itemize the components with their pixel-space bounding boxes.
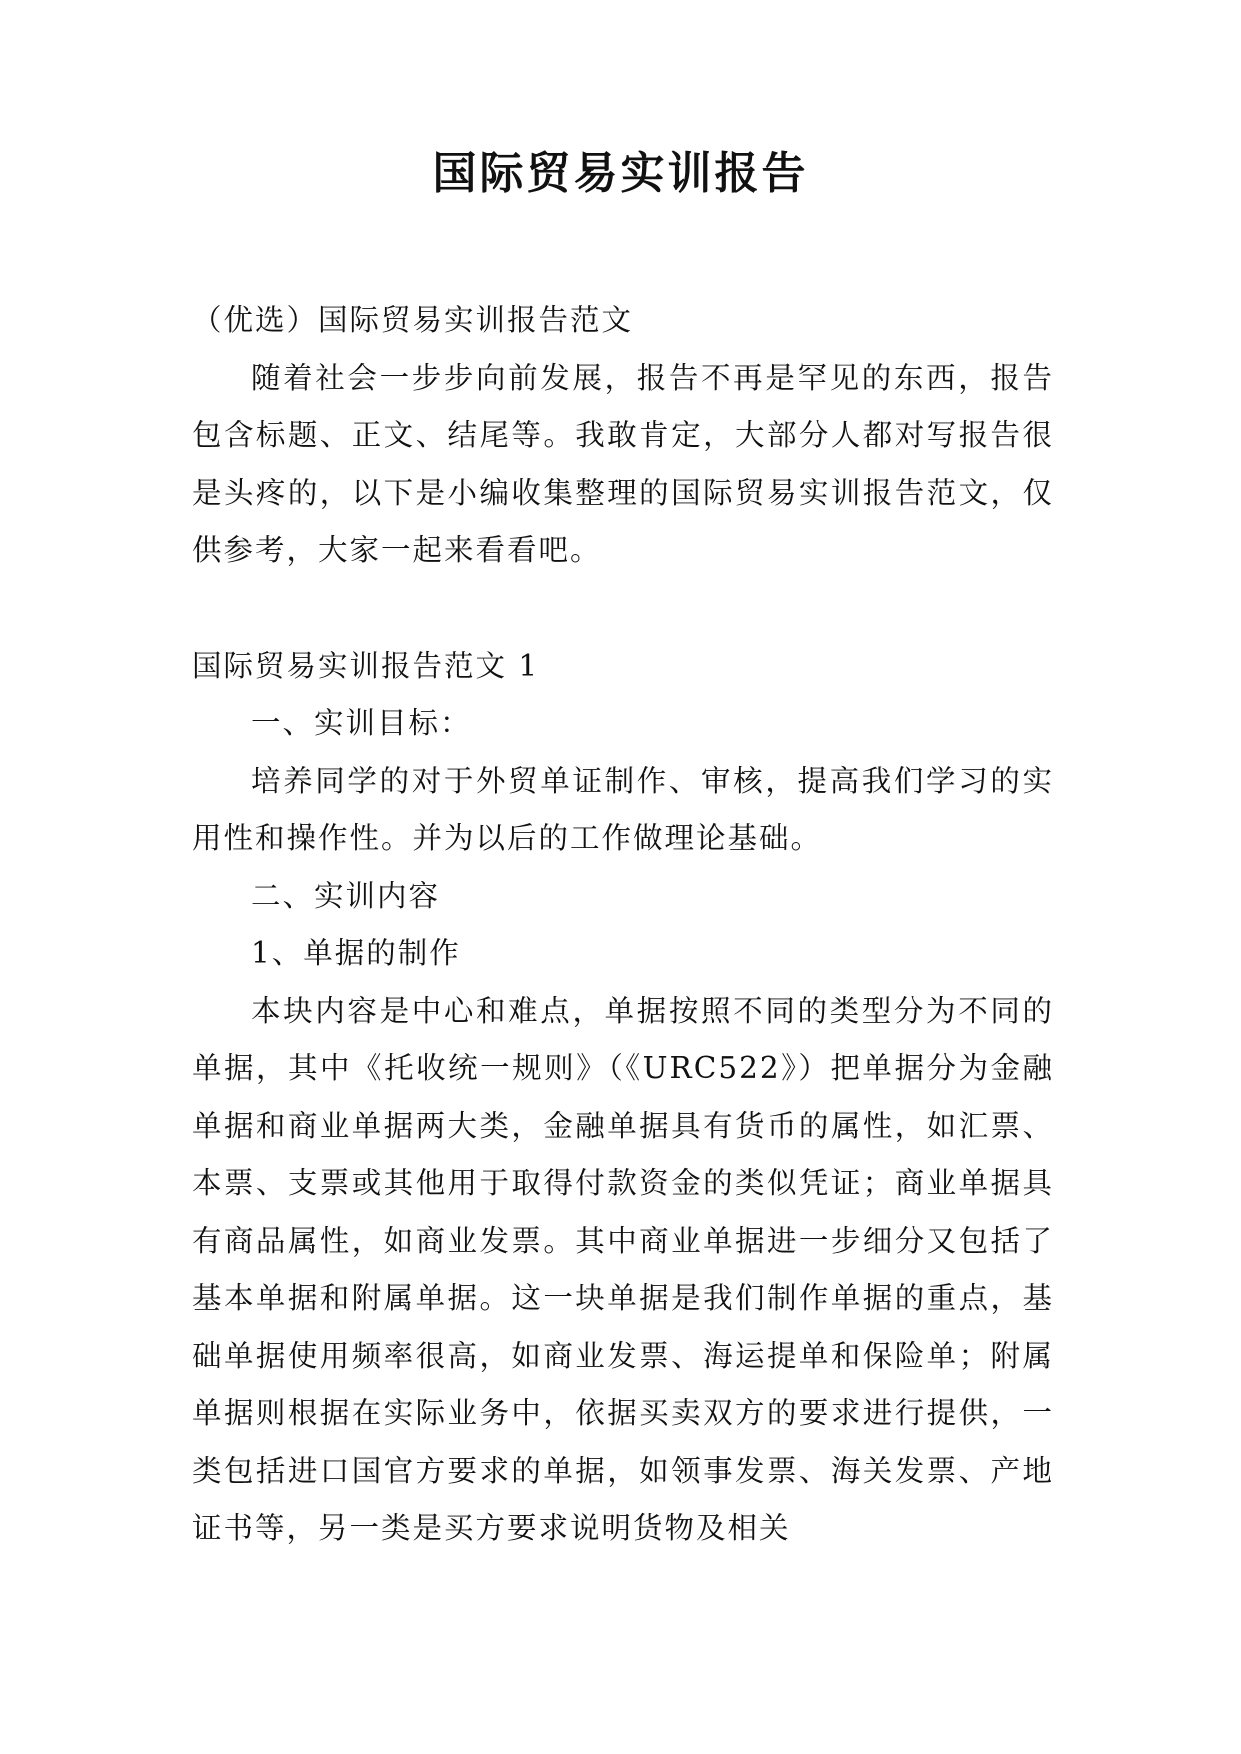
document-making-paragraph: 本块内容是中心和难点，单据按照不同的类型分为不同的单据，其中《托收统一规则》（《URC522》）把单据分为金融单据和商业单据两大类，金融单据具有货币的属性，如汇票、本票、支票或其他用于取得付款资金的类似凭证；商业单据具有商品属性，如商业发票。其中商业单据进一步细分又包括了基本单据和附属单据。这一块单据是我们制作单据的重点，基础单据使用频率很高，如商业发票、海运提单和保险单；附属单据则根据在实际业务中，依据买卖双方的要求进行提供，一类包括进口国官方要求的单据，如领事发票、海关发票、产地证书等，另一类是买方要求说明货物及相关: [192, 993, 1054, 1546]
document-body: [192, 292, 1054, 1558]
heading-goals: 一、实训目标：: [251, 706, 472, 741]
intro-paragraph: 随着社会一步步向前发展，报告不再是罕见的东西，报告包含标题、正文、结尾等。我敢肯定，大部分人都对写报告很是头疼的，以下是小编收集整理的国际贸易实训报告范文，仅供参考，大家一起来看看吧。: [192, 360, 1054, 568]
heading-content: 二、实训内容: [251, 878, 441, 913]
document-title: 国际贸易实训报告: [432, 148, 809, 199]
document-subtitle: （优选）国际贸易实训报告范文: [192, 303, 634, 337]
heading-document-making: 1、单据的制作: [251, 936, 461, 971]
section-gap: [192, 580, 1054, 638]
goals-paragraph: 培养同学的对于外贸单证制作、审核，提高我们学习的实用性和操作性。并为以后的工作做理论基础。: [192, 763, 1054, 856]
section-title: 国际贸易实训报告范文 1: [192, 648, 540, 683]
